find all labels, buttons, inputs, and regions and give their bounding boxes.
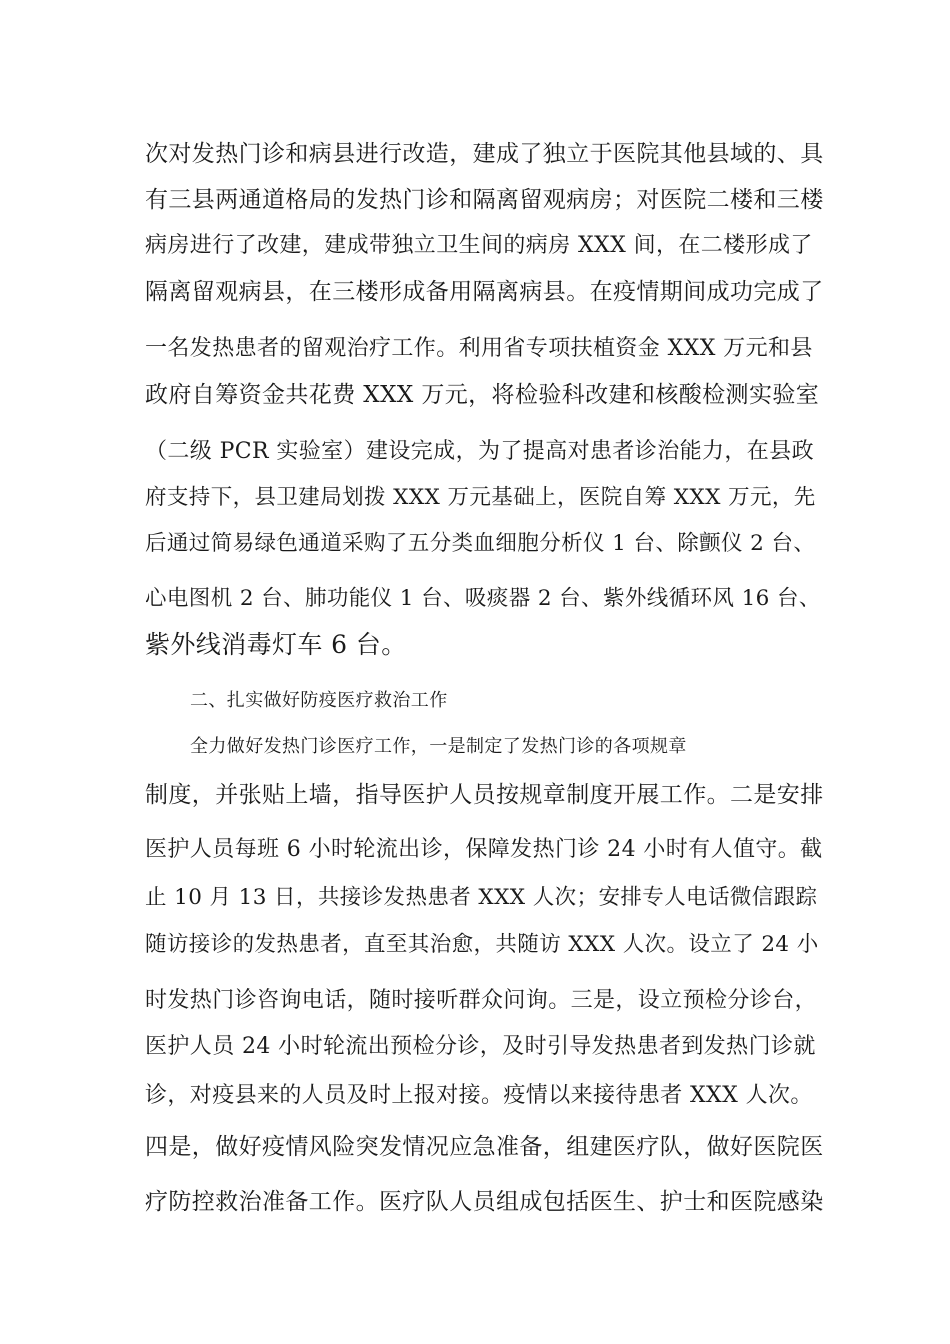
body-text-line: 医护人员 24 小时轮流出预检分诊，及时引导发热患者到发热门诊就: [145, 1034, 816, 1059]
section-heading: 二、扎实做好防疫医疗救治工作: [190, 690, 448, 711]
body-text-line: 府支持下，县卫建局划拨 XXX 万元基础上，医院自筹 XXX 万元，先: [145, 485, 816, 510]
body-text-line: 心电图机 2 台、肺功能仪 1 台、吸痰器 2 台、紫外线循环风 16 台、: [145, 586, 821, 611]
body-text-line: 止 10 月 13 日，共接诊发热患者 XXX 人次；安排专人电话微信跟踪: [145, 885, 818, 910]
body-text-line: 四是，做好疫情风险突发情况应急准备，组建医疗队，做好医院医: [145, 1134, 824, 1160]
body-text-line: 一名发热患者的留观治疗工作。利用省专项扶植资金 XXX 万元和县: [145, 336, 813, 361]
body-text-line: 诊，对疫县来的人员及时上报对接。疫情以来接待患者 XXX 人次。: [145, 1083, 813, 1108]
body-text-line: （二级 PCR 实验室）建设完成，为了提高对患者诊治能力，在县政: [145, 439, 814, 464]
body-text-line: 疗防控救治准备工作。医疗队人员组成包括医生、护士和医院感染: [145, 1189, 824, 1215]
body-text-line: 政府自筹资金共花费 XXX 万元，将检验科改建和核酸检测实验室: [145, 382, 820, 408]
body-text-line: 隔离留观病县，在三楼形成备用隔离病县。在疫情期间成功完成了: [145, 279, 824, 305]
body-text-line: 后通过简易绿色通道采购了五分类血细胞分析仪 1 台、除颤仪 2 台、: [145, 531, 816, 556]
body-text-line: 全力做好发热门诊医疗工作，一是制定了发热门诊的各项规章: [190, 736, 687, 757]
body-text-line: 紫外线消毒灯车 6 台。: [145, 630, 407, 659]
body-text-line: 时发热门诊咨询电话，随时接听群众问询。三是，设立预检分诊台，: [145, 988, 818, 1013]
body-text-line: 制度，并张贴上墙，指导医护人员按规章制度开展工作。二是安排: [145, 782, 824, 808]
body-text-line: 随访接诊的发热患者，直至其治愈，共随访 XXX 人次。设立了 24 小: [145, 932, 819, 957]
body-text-line: 次对发热门诊和病县进行改造，建成了独立于医院其他县域的、具: [145, 141, 824, 167]
body-text-line: 病房进行了改建，建成带独立卫生间的病房 XXX 间，在二楼形成了: [145, 233, 813, 258]
body-text-line: 医护人员每班 6 小时轮流出诊，保障发热门诊 24 小时有人值守。截: [145, 837, 823, 862]
body-text-line: 有三县两通道格局的发热门诊和隔离留观病房；对医院二楼和三楼: [145, 187, 824, 213]
